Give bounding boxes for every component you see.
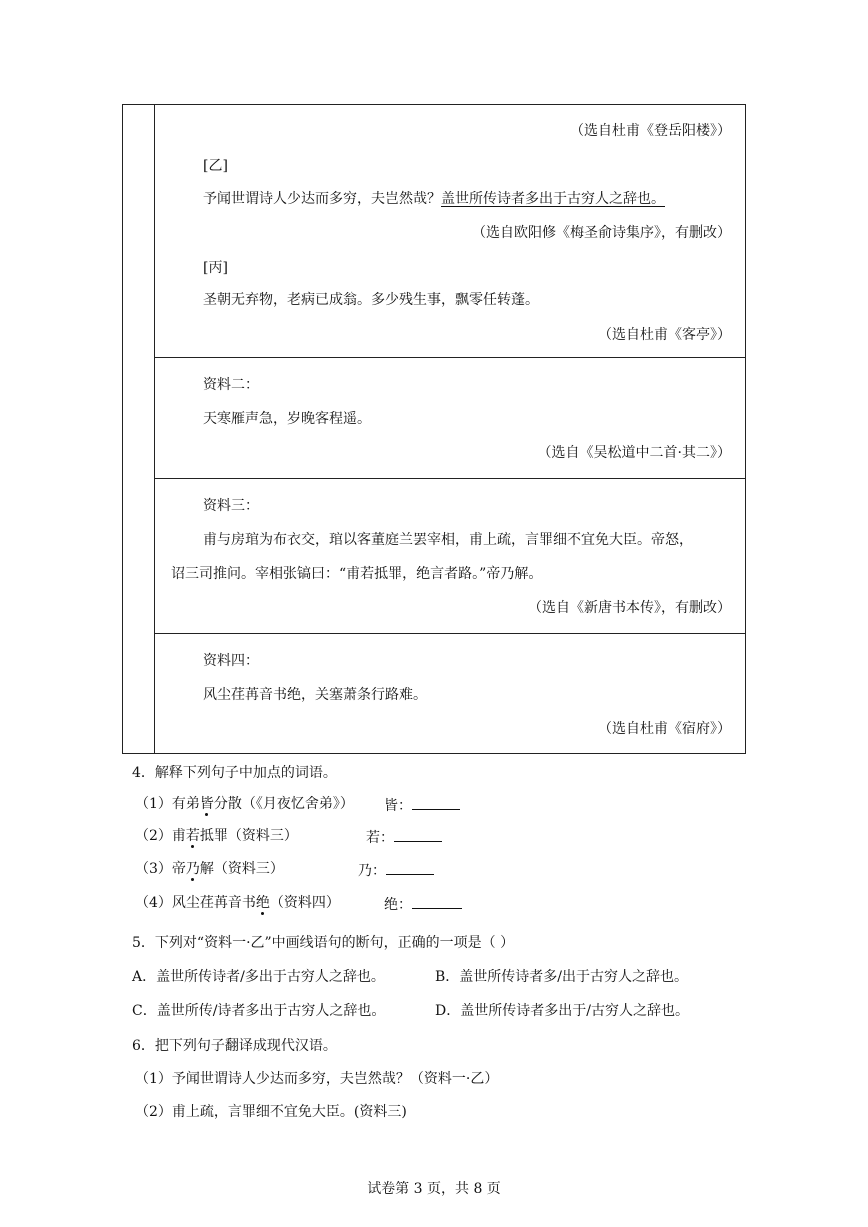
option-d[interactable]: D．盖世所传诗者多出于/古穷人之辞也。: [435, 1003, 689, 1019]
poem-text: 天寒雁声急，岁晚客程遥。: [203, 411, 371, 427]
question-6-item: （2）甫上疏，言罪细不宜免大臣。(资料三): [135, 1104, 407, 1120]
dotted-word: 乃: [185, 861, 200, 877]
table-left-column: [123, 105, 155, 753]
source-line: （选自《吴松道中二首·其二》）: [537, 445, 731, 461]
material-one-cell: [155, 105, 745, 357]
answer-label: 绝：: [384, 897, 412, 913]
option-b[interactable]: B．盖世所传诗者多/出于古穷人之辞也。: [435, 969, 689, 985]
answer-blank[interactable]: [412, 894, 462, 909]
answer-label: 乃：: [358, 863, 386, 879]
answer-blank[interactable]: [386, 860, 434, 875]
item-text: 解（资料三）: [199, 861, 284, 877]
item-text: （资料四）: [269, 895, 340, 911]
question-4-item: [135, 827, 298, 845]
materials-table: [122, 104, 746, 754]
answer-slot: [384, 894, 462, 914]
option-a[interactable]: A．盖世所传诗者/多出于古穷人之辞也。: [132, 969, 385, 985]
question-4-item: [135, 894, 340, 912]
source-line: （选自欧阳修《梅圣俞诗集序》，有删改）: [472, 225, 731, 241]
question-4-item: [135, 795, 354, 813]
page-footer: 试卷第 3 页，共 8 页: [367, 1181, 501, 1197]
answer-slot: [366, 827, 442, 847]
answer-slot: [358, 860, 434, 880]
poem-text: 风尘荏苒音书绝，关塞萧条行路难。: [203, 687, 427, 703]
answer-blank[interactable]: [412, 795, 460, 810]
table-right-column: [155, 105, 745, 753]
material-title: 资料三：: [203, 498, 259, 514]
material-two-cell: [155, 357, 745, 478]
item-text: （1）有弟: [135, 796, 200, 812]
poem-text: 圣朝无弃物，老病已成翁。多少残生事，飘零任转蓬。: [203, 292, 539, 308]
answer-blank[interactable]: [394, 827, 442, 842]
section-label: [乙]: [203, 158, 228, 174]
question-4-stem: 4．解释下列句子中加点的词语。: [132, 765, 337, 781]
source-line: （选自杜甫《客亭》）: [598, 327, 731, 343]
dotted-word: 绝: [255, 895, 270, 911]
passage-text: 诏三司推问。宰相张镐曰：“甫若抵罪，绝言者路。”帝乃解。: [171, 566, 543, 582]
question-6-stem: 6．把下列句子翻译成现代汉语。: [132, 1038, 337, 1054]
underlined-sentence: 盖世所传诗者多出于古穷人之辞也。: [441, 191, 665, 207]
item-text: （2）甫: [135, 828, 186, 844]
item-text: （3）帝: [135, 861, 186, 877]
passage-text: 甫与房琯为布衣交，琯以客董庭兰罢宰相，甫上疏，言罪细不宜免大臣。帝怒，: [203, 532, 693, 548]
material-four-cell: [155, 633, 745, 753]
dotted-word: 皆: [199, 796, 214, 812]
answer-label: 皆：: [384, 798, 412, 814]
source-line: （选自杜甫《登岳阳楼》）: [570, 123, 731, 139]
item-text: 分散（《月夜忆舍弟》）: [213, 796, 354, 812]
dotted-word: 若: [185, 828, 200, 844]
material-title: 资料四：: [203, 653, 259, 669]
passage-text: [203, 190, 665, 208]
question-5-stem: 5．下列对“资料一·乙”中画线语句的断句，正确的一项是（ ）: [132, 935, 515, 951]
passage-text-plain: 予闻世谓诗人少达而多穷，夫岂然哉？: [203, 191, 441, 207]
source-line: （选自杜甫《宿府》）: [598, 721, 731, 737]
option-c[interactable]: C．盖世所传/诗者多出于古穷人之辞也。: [132, 1003, 386, 1019]
question-6-item: （1）予闻世谓诗人少达而多穷，夫岂然哉？（资料一·乙）: [135, 1071, 499, 1087]
material-title: 资料二：: [203, 377, 259, 393]
question-4-item: [135, 860, 284, 878]
material-three-cell: [155, 478, 745, 633]
answer-slot: [384, 795, 460, 815]
item-text: （4）风尘荏苒音书: [135, 895, 256, 911]
source-line: （选自《新唐书本传》，有删改）: [528, 600, 731, 616]
section-label: [丙]: [203, 260, 228, 276]
answer-label: 若：: [366, 830, 394, 846]
item-text: 抵罪（资料三）: [199, 828, 298, 844]
